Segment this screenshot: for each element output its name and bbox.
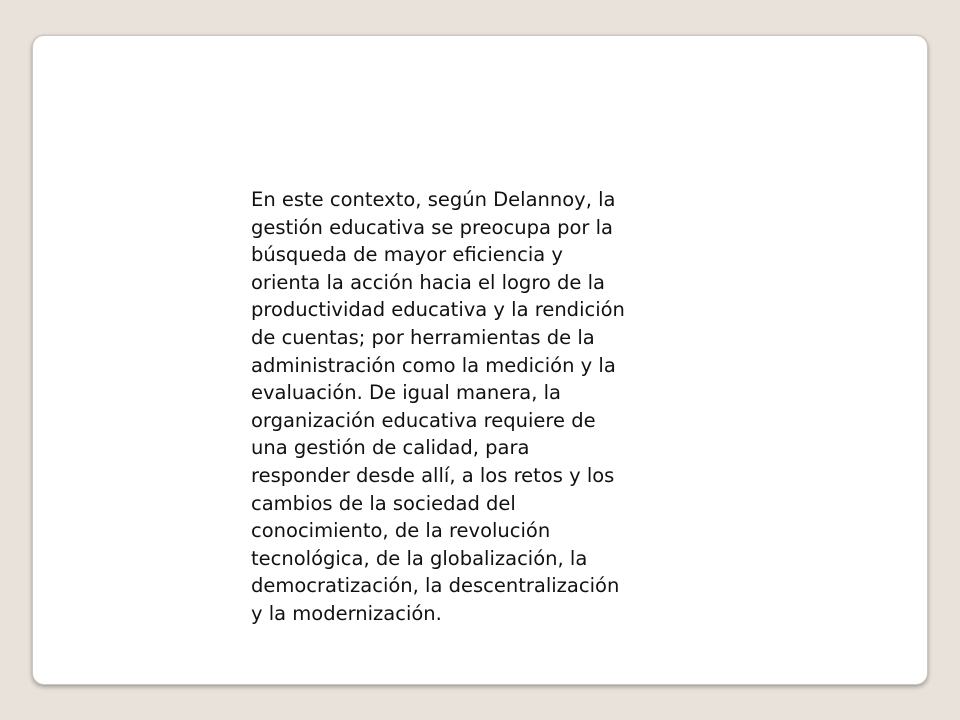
text-line: cambios de la sociedad del (251, 491, 516, 515)
slide-body-text (251, 186, 726, 628)
text-line: gestión educativa se preocupa por la (251, 215, 613, 239)
text-line: una gestión de calidad, para (251, 436, 530, 460)
text-line: democratización, la descentralización (251, 574, 620, 598)
text-line: organización educativa requiere de (251, 408, 596, 432)
text-line: de cuentas; por herramientas de la (251, 325, 595, 349)
text-line: orienta la acción hacia el logro de la (251, 270, 605, 294)
text-line: y la modernización. (251, 601, 442, 625)
text-line: conocimiento, de la revolución (251, 519, 551, 543)
text-line: responder desde allí, a los retos y los (251, 463, 615, 487)
text-line: evaluación. De igual manera, la (251, 381, 562, 405)
slide-card (32, 35, 928, 685)
text-line: tecnológica, de la globalización, la (251, 546, 588, 570)
text-line: administración como la medición y la (251, 353, 616, 377)
text-line: búsqueda de mayor eficiencia y (251, 243, 563, 267)
text-line: productividad educativa y la rendición (251, 298, 625, 322)
text-line: En este contexto, según Delannoy, la (251, 188, 616, 211)
